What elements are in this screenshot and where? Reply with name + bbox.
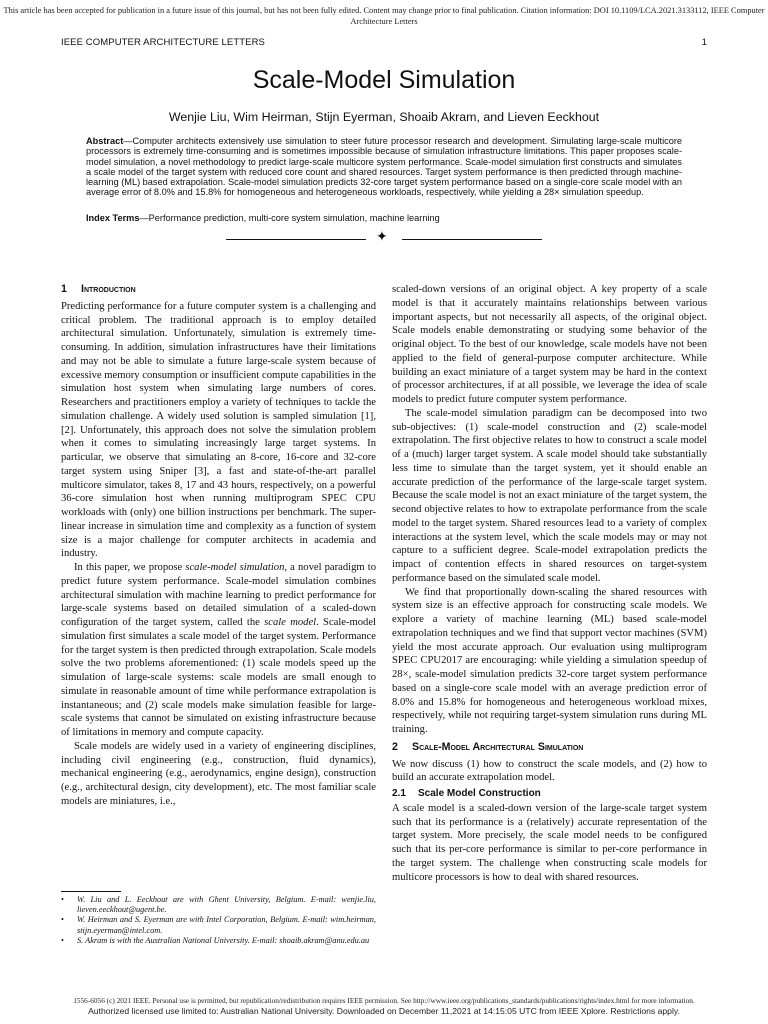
section-number: 2 <box>392 740 398 753</box>
bullet-icon: • <box>61 915 64 925</box>
section-heading-introduction <box>61 283 376 297</box>
paper-title: Scale-Model Simulation <box>252 66 516 94</box>
paragraph: We find that proportionally down-scaling the shared resources with system size is an effective approach for constructing scale models. We explore a variety of machine learning (ML) based scale-model extrapolation techniques and we find that support vector machines (SVM) yield the most accurate approach. Our evaluation using multiprogram SPEC CPU2017 are encouraging: while yielding a simulation speedup of 28×, scale-model simulation predicts 32-core target system performance based on a single-core scale model with an average prediction error of 8.0% and 15.8% for homogeneous and heterogeneous workload mixes, respectively, while not requiring target-system simulation runs during ML training. <box>392 586 707 735</box>
subsection-heading <box>392 787 707 801</box>
copyright-notice: 1556-6056 (c) 2021 IEEE. Personal use is permitted, but republication/redistribution requires IEEE permission. See http://www.ieee.org/publications_standards/publications/rights/index.html for more information. <box>73 996 695 1005</box>
footnote-list <box>61 895 376 946</box>
index-terms-text: —Performance prediction, multi-core system simulation, machine learning <box>139 213 440 223</box>
emphasis: scale model <box>264 617 317 628</box>
paragraph: Predicting performance for a future computer system is a challenging and critical problem. The traditional approach is to employ detailed architectural simulation. Unfortunately, simulation is extremely time-consuming. In addition, simulation infrastructures have their limitations and may not be able to simulate a future large-scale system because of excessive memory consumption or insufficient compute capabilities in the simulation host system when simulating large numbers of cores. Researchers and practitioners employ a variety of techniques to tackle the simulation challenge. A widely used solution is sampled simulation [1], [2]. Unfortunately, this approach does not solve the simulation problem when it comes to simulating increasingly large target systems. In particular, we observe that simulating an 8-core, 16-core and 32-core target system using Sniper [3], a fast and state-of-the-art parallel multicore simulator, takes 8, 17 and 43 hours, respectively, on a powerful 36-core simulation host when running multiprogram SPEC CPU workloads with (only) one billion instructions per benchmark. The super-linear increase in simulation time and complexity as a function of system size is a major challenge for computer architects in academia and industry. <box>61 300 376 560</box>
footnote: • W. Heirman and S. Eyerman are with Intel Corporation, Belgium. E-mail: wim.heirman, stijn.eyerman@intel.com. <box>61 915 376 935</box>
footnote: • W. Liu and L. Eeckhout are with Ghent University, Belgium. E-mail: wenjie.liu, lieven.eeckhout@ugent.be. <box>61 895 376 915</box>
emphasis: scale-model simulation <box>185 562 285 573</box>
section-heading-scale-model <box>392 741 707 755</box>
right-column <box>392 283 707 884</box>
subsection-number: 2.1 <box>392 788 406 799</box>
divider-line-left <box>226 239 366 240</box>
page-number: 1 <box>701 37 707 48</box>
section-title: Scale-Model Architectural Simulation <box>412 740 584 753</box>
section-number: 1 <box>61 283 67 295</box>
section-divider <box>226 230 542 247</box>
section-title: Introduction <box>81 283 136 295</box>
author-list: Wenjie Liu, Wim Heirman, Stijn Eyerman, Shoaib Akram, and Lieven Eeckhout <box>168 110 600 124</box>
abstract <box>86 136 682 198</box>
bullet-icon: • <box>61 935 64 945</box>
running-head <box>61 37 707 48</box>
paragraph: scaled-down versions of an original object. A key property of a scale model is that it accurately maintains relationships between various important aspects, but not necessarily all aspects, of the original object. Scale models enable demonstrating or studying some behavior of the original object. To the best of our knowledge, scale models have not been applied to the field of general-purpose computer architecture. While building an exact miniature of a target system may be hard in the context of processor architectures, if at all possible, we leverage the idea of scale models to predict future computer system performance. <box>392 284 707 405</box>
journal-name: IEEE COMPUTER ARCHITECTURE LETTERS <box>61 37 265 48</box>
abstract-text: —Computer architects extensively use simulation to steer future processor research and development. Simulating large-scale multicore processors is extremely time-consuming and is sometimes impossible because of simulation infrastructure limitations. This paper proposes scale-model simulation, a novel methodology to predict large-scale multicore system performance. Scale-model simulation first constructs and simulates a scale model of the target system with reduced core count and shared resources. Target system performance is then predicted through machine-learning (ML) based extrapolation. Scale-model simulation predicts 32-core target system performance based on a single-core scale model with an average error of 8.0% and 15.8% for homogeneous and heterogeneous workloads, respectively, while yielding a 28× simulation speedup. <box>86 136 682 198</box>
license-notice: Authorized licensed use limited to: Australian National University. Downloaded on December 11,2021 at 14:15:05 UTC from IEEE Xplore. Restrictions apply. <box>88 1006 680 1016</box>
paragraph: In this paper, we propose scale-model simulation, a novel paradigm to predict future system performance. Scale-model simulation combines architectural simulation with machine learning to predict performance for large-scale systems based on detailed simulation of a scaled-down configuration of the target system, called the scale model. Scale-model simulation first simulates a scale model of the target system. Performance for the target system is then predicted through extrapolation. Scale models solve the two problems aforementioned: (1) scale models speed up the simulation of large-scale systems: scale models are small enough to simulate in reasonable amount of time while performance extrapolation is instantaneous; and (2) scale models make simulation feasible for large-scale systems that cannot be simulated on existing infrastructure because of limitations in memory and compute capacity. <box>61 562 377 738</box>
footnote-rule <box>61 891 121 892</box>
index-terms <box>86 213 682 224</box>
abstract-label: Abstract <box>86 136 124 146</box>
paragraph: The scale-model simulation paradigm can be decomposed into two sub-objectives: (1) scale-model construction and (2) scale-model extrapolation. The first objective relates to how to construct a scale model of a (much) larger target system. A scale model should take substantially less time to simulate than the target system, yet it should enable an accurate prediction of the performance of the large-scale target system. Because the scale model is not an exact miniature of the target system, the second objective relates to how to extrapolate performance from the scale model to the target system. Shared resources lead to a variety of complex interactions at the system level, which the scale models may or may not capture to a sufficient degree. Scale-model extrapolation predicts the impact of contention effects in shared resources on target-system performance based on the simulated scale model. <box>392 407 707 584</box>
divider-diamond-icon: ✦ <box>376 230 388 245</box>
index-terms-label: Index Terms <box>86 213 140 223</box>
subsection-title: Scale Model Construction <box>418 788 541 799</box>
paragraph: A scale model is a scaled-down version of the large-scale target system such that its performance is a (relatively) accurate representation of the target system. More precisely, the scale model needs to be configured such that its per-core performance is similar to per-core performance in the target system. The challenge when constructing scale models for multicore processors is how to deal with shared resources. <box>392 802 707 883</box>
bullet-icon: • <box>61 895 64 904</box>
publication-notice: This article has been accepted for publication in a future issue of this journal, but has not been fully edited. Content may change prior to final publication. Citation information: DOI 10.1109/LCA.2021.3133112, IEEE Computer Architecture Letters <box>3 6 765 26</box>
divider-line-right <box>402 239 542 240</box>
paragraph: We now discuss (1) how to construct the scale models, and (2) how to build an accurate extrapolation model. <box>392 758 707 784</box>
left-column <box>61 283 376 809</box>
footnote: • S. Akram is with the Australian National University. E-mail: shoaib.akram@anu.edu.au <box>61 935 370 945</box>
paragraph: Scale models are widely used in a variety of engineering disciplines, including civil engineering (e.g., construction, fluid dynamics), mechanical engineering (e.g., aerodynamics, engine design), construction (e.g., architectural design, city development), etc. The most familiar scale models are miniatures, i.e., <box>61 740 376 807</box>
